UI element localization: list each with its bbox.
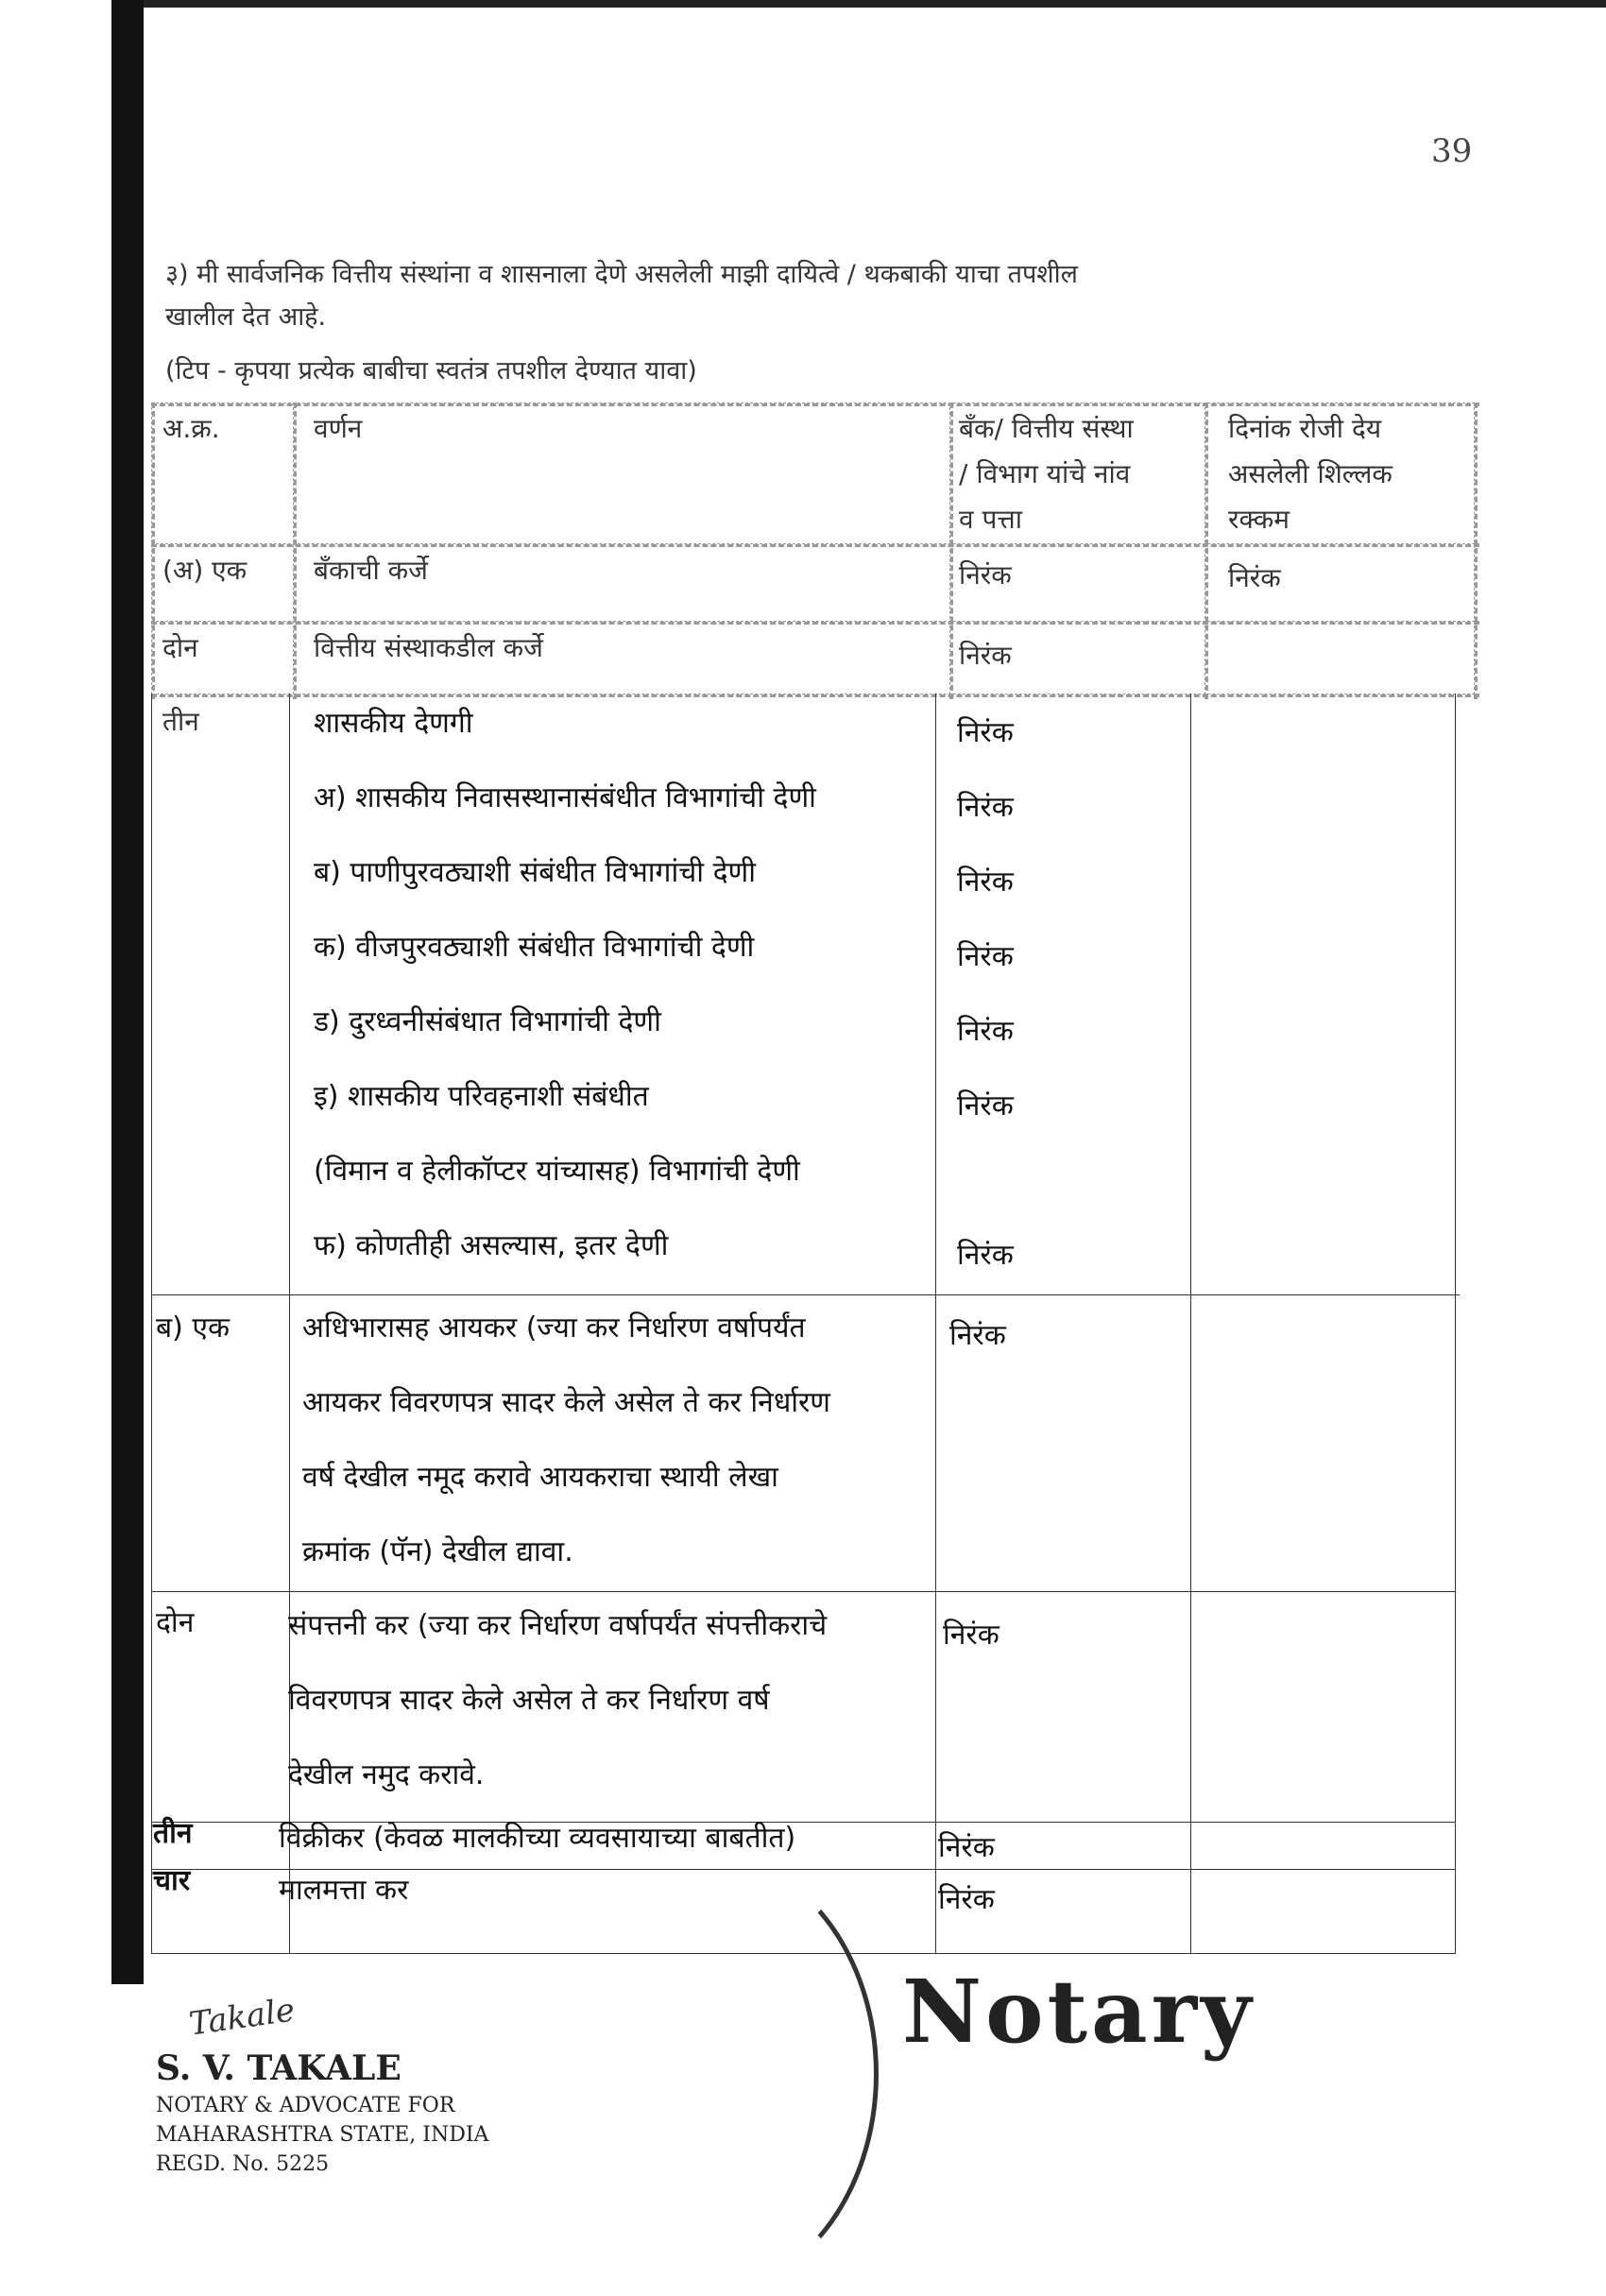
desc-line: (विमान व हेलीकॉप्टर यांच्यासह) विभागांची देणी [314,1155,800,1188]
header-bank-line-2: / विभाग यांचे नांव [959,458,1131,489]
row-sr: तीन [153,1817,193,1850]
notary-seal [529,1852,879,2296]
bank-value: निरंक [957,1239,1014,1272]
desc-line: संपत्तनी कर (ज्या कर निर्धारण वर्षापर्यंत संपत्तीकराचे [288,1609,828,1642]
header-amount-line-3: रक्कम [1228,504,1290,535]
row-desc: विक्रीकर (केवळ मालकीच्या व्यवसायाच्या बाबतीत) [279,1822,796,1855]
desc-line: क) वीजपुरवठ्याशी संबंधीत विभागांची देणी [314,931,755,964]
bank-value: निरंक [957,865,1014,899]
desc-line: इ) शासकीय परिवहनाशी संबंधीत [314,1080,649,1113]
row-sr: दोन [156,1606,195,1639]
header-bank-line-3: व पत्ता [959,504,1022,535]
row-sr: चार [153,1864,191,1897]
scan-top-edge [111,0,1606,8]
row-sr: तीन [162,706,199,737]
desc-line: अधिभारासह आयकर (ज्या कर निर्धारण वर्षापर्यंत [302,1311,806,1345]
desc-line: वर्ष देखील नमूद करावे आयकराचा स्थायी लेखा [302,1461,778,1494]
intro-note: (टिप - कृपया प्रत्येक बाबीचा स्वतंत्र तपशील देण्यात यावा) [165,356,697,386]
desc-line: फ) कोणतीही असल्यास, इतर देणी [314,1229,669,1262]
desc-line: विवरणपत्र सादर केले असेल ते कर निर्धारण वर्ष [288,1684,770,1717]
scan-left-edge [111,0,144,1984]
header-sr: अ.क्र. [162,413,220,444]
row-bank: निरंक [938,1831,995,1864]
row-bank: निरंक [943,1619,999,1652]
desc-line: आयकर विवरणपत्र सादर केले असेल ते कर निर्धारण [302,1386,830,1419]
signature: Takale [186,1991,298,2044]
row-amount: निरंक [1228,562,1281,593]
row-desc: वित्तीय संस्थाकडील कर्जे [314,632,543,663]
row-desc-block [288,1588,827,1812]
desc-line: देखील नमुद करावे. [288,1758,485,1791]
row-desc-block [314,686,816,1283]
bank-value [957,1143,1014,1218]
notary-stamp [156,2013,488,2176]
row-bank: निरंक [959,640,1012,671]
page-number: 39 [1431,132,1473,170]
bank-value: निरंक [957,791,1014,824]
liabilities-table [151,403,1474,1954]
row-desc: मालमत्ता कर [279,1874,409,1907]
row-sr: दोन [162,632,198,663]
header-amount-line-2: असलेली शिल्लक [1228,458,1392,489]
row-sr: (अ) एक [162,555,248,586]
bank-value: निरंक [957,1089,1014,1122]
header-amount-line-1: दिनांक रोजी देय [1228,413,1382,444]
stamp-line-3: MAHARASHTRA STATE, INDIA [156,2123,489,2147]
row-bank: निरंक [949,1319,1006,1352]
notary-label: Notary [902,1961,1256,2063]
row-bank: निरंक [938,1883,995,1916]
bank-value: निरंक [957,940,1014,973]
row-bank-block [957,695,1014,1293]
intro-line-2: खालील देत आहे. [165,302,327,332]
bank-value: निरंक [957,716,1014,749]
row-desc: बँकाची कर्जे [314,555,428,586]
stamp-name: S. V. TAKALE [156,2048,402,2088]
row-desc-block [302,1291,830,1589]
stamp-line-2: NOTARY & ADVOCATE FOR [156,2094,455,2117]
desc-line: शासकीय देणगी [314,707,473,740]
intro-line-1: ३) मी सार्वजनिक वित्तीय संस्थांना व शासनाला देणे असलेली माझी दायित्वे / थकबाकी याचा तपशील [165,260,1078,289]
desc-line: ड) दुरध्वनीसंबंधात विभागांची देणी [314,1005,661,1038]
header-description: वर्णन [314,413,363,444]
row-sr: ब) एक [156,1311,231,1345]
bank-value: निरंक [957,1015,1014,1048]
row-bank: निरंक [959,559,1012,591]
desc-line: ब) पाणीपुरवठ्याशी संबंधीत विभागांची देणी [314,856,756,889]
header-bank-line-1: बँक/ वित्तीय संस्था [959,413,1134,444]
desc-line: अ) शासकीय निवासस्थानासंबंधीत विभागांची देणी [314,781,816,814]
stamp-line-4: REGD. No. 5225 [156,2152,330,2176]
desc-line: क्रमांक (पॅन) देखील द्यावा. [302,1535,573,1568]
